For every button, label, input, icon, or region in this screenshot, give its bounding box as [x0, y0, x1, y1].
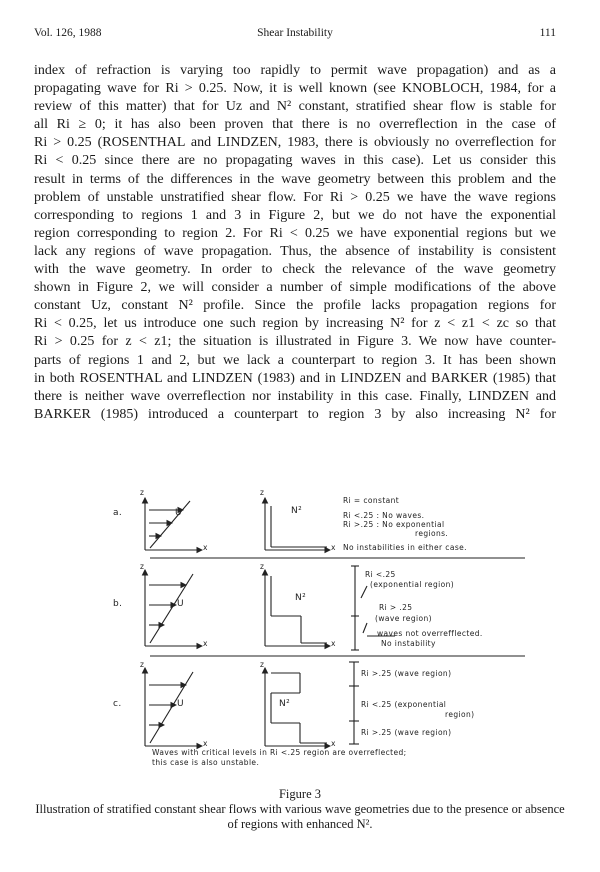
axis-x-label: x: [331, 639, 336, 648]
panel-c-text-2: Ri <.25 (exponential: [361, 700, 447, 709]
u-label: U: [175, 508, 182, 518]
text-line: parts of regions 1 and 2, but we lack a counterpart to region 3. It has been shown: [34, 352, 556, 368]
axis-x-label: x: [331, 543, 336, 552]
axis-x-label: x: [203, 739, 208, 748]
text-line: constant Uz, constant N² profile. Since the profile lacks propagation regions for: [34, 298, 556, 314]
running-title: Shear Instability: [257, 27, 333, 39]
panel-c-region-markers: [349, 662, 359, 744]
text-line: Ri < 0.25, let us introduce one such region by increasing N² for z < z1 < zc so that: [34, 316, 556, 332]
axis-z-label: z: [140, 488, 145, 497]
axis-x-label: x: [203, 639, 208, 648]
text-line: shown in Figure 2, we will consider a number of simple modifications of the above: [34, 280, 556, 296]
text-line: corresponding to regions 1 and 3 in Figure 2, but we do not have the exponential: [34, 207, 556, 223]
axis-z-label: z: [260, 660, 265, 669]
running-head: [34, 27, 556, 43]
panel-a-text-3: Ri >.25 : No exponential: [343, 520, 445, 529]
panel-c-text-5: Waves with critical levels in Ri <.25 region are overreflected;: [152, 748, 407, 757]
text-line: lack any regions of wave propagation. Thus, the absence of instability is consistent: [34, 243, 556, 259]
panel-b-text-4: (wave region): [375, 614, 432, 623]
text-line: BARKER (1985) introduced a counterpart to region 3 by also increasing N² for: [34, 406, 556, 422]
panel-b-text-1: Ri <.25: [365, 570, 396, 579]
axis-z-label: z: [140, 660, 145, 669]
panel-label-b: b.: [113, 599, 123, 609]
panel-a-text-1: Ri = constant: [343, 496, 400, 505]
caption-title: Figure 3: [278, 787, 321, 801]
panel-c-text-6: this case is also unstable.: [152, 758, 260, 767]
text-line: review of this matter) that for Uz and N² constant, stratified shear flow is stable for: [34, 99, 556, 115]
body-paragraph: [34, 62, 556, 424]
n2-label: N²: [279, 699, 291, 709]
panel-a-text-4: regions.: [415, 529, 449, 538]
panel-a-text-2: Ri <.25 : No waves.: [343, 511, 425, 520]
axis-z-label: z: [260, 488, 265, 497]
volume-info: Vol. 126, 1988: [34, 27, 102, 39]
page-number: 111: [539, 27, 556, 39]
figure-3: [105, 488, 525, 778]
panel-c-text-1: Ri >.25 (wave region): [361, 669, 452, 678]
panel-b-shear-profile: [145, 570, 202, 646]
panel-c-n2-profile: [265, 668, 330, 746]
text-line: in both ROSENTHAL and LINDZEN (1983) and in LINDZEN and BARKER (1985) that: [34, 370, 556, 386]
text-line: with the wave geometry. In order to check the relevance of the wave geometry: [34, 262, 556, 278]
figure-caption: [34, 787, 566, 832]
u-label: U: [177, 699, 184, 709]
panel-a-shear-profile: [145, 498, 202, 550]
text-line: all Ri ≥ 0; it has also been proven that there is no overreflection in the case of: [34, 117, 556, 133]
panel-b-text-2: (exponential region): [370, 580, 455, 589]
n2-label: N²: [295, 593, 307, 603]
panel-c-shear-profile: [145, 668, 202, 746]
text-line: Ri > 0.25 for z < z1; the situation is illustrated in Figure 3. We now have counter-: [34, 334, 556, 350]
axis-x-label: x: [331, 739, 336, 748]
axis-z-label: z: [140, 562, 145, 571]
n2-label: N²: [291, 506, 303, 516]
text-line: index of refraction is varying too rapidly to permit wave propagation) and as a: [34, 63, 556, 78]
panel-a-text-5: No instabilities in either case.: [343, 543, 467, 552]
panel-c-text-3: region): [445, 710, 475, 719]
u-label: U: [177, 599, 184, 609]
text-line: problem of unstable unstratified shear flow. For Ri > 0.25 we have the wave regions: [34, 189, 556, 205]
text-line: there is neither wave overreflection nor instability in this case. Finally, LINDZEN and: [34, 388, 556, 404]
text-line: result in terms of the differences in the wave geometry between this problem and the: [34, 171, 556, 187]
panel-b-text-5: waves not overrefflected.: [377, 629, 483, 638]
panel-label-a: a.: [113, 508, 123, 518]
panel-label-c: c.: [113, 699, 122, 709]
panel-c-text-4: Ri >.25 (wave region): [361, 728, 452, 737]
panel-b-text-3: Ri > .25: [379, 603, 413, 612]
text-line: region corresponding to region 2. For Ri < 0.25 we have exponential regions but we: [34, 225, 556, 241]
panel-b-text-6: No instability: [381, 639, 436, 648]
axis-x-label: x: [203, 543, 208, 552]
caption-text: Illustration of stratified constant shear flows with various wave geometries due to the presence or absence of regions with enhanced N².: [35, 802, 565, 831]
text-line: Ri < 0.25 since there are no propagating waves in this case). Let us consider this: [34, 153, 556, 169]
axis-z-label: z: [260, 562, 265, 571]
text-line: propagating wave for Ri > 0.25. Now, it is well known (see KNOBLOCH, 1984, for a: [34, 81, 556, 97]
panel-b-n2-profile: [265, 570, 330, 646]
text-line: Ri > 0.25 (ROSENTHAL and LINDZEN, 1983, there is obviously no overreflection for: [34, 135, 556, 151]
